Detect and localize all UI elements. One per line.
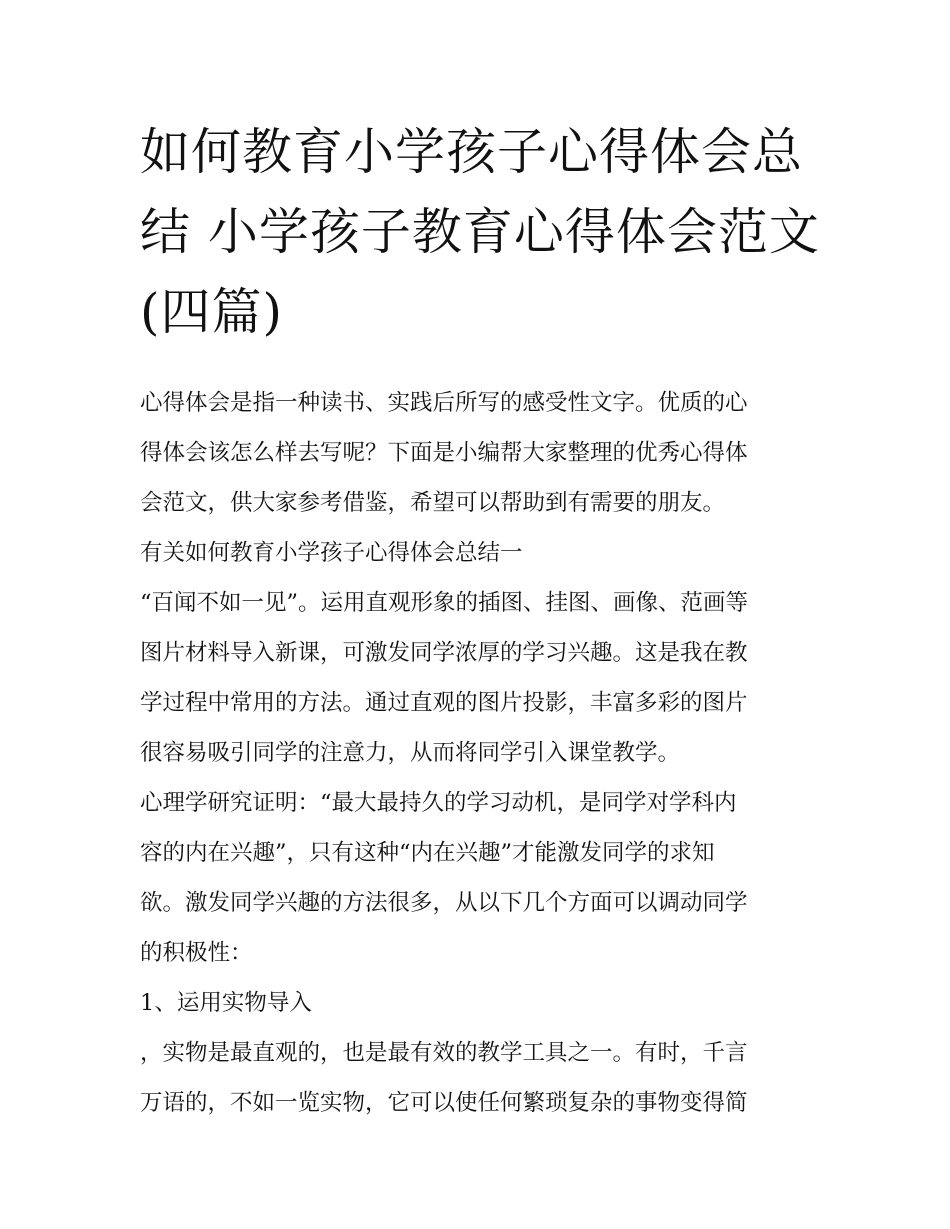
paragraph-line: 欲。激发同学兴趣的方法很多，从以下几个方面可以调动同学 — [140, 890, 748, 916]
paragraph-line: 容的内在兴趣”，只有这种“内在兴趣”才能激发同学的求知 — [140, 840, 715, 866]
document-title — [140, 112, 830, 352]
paragraph-line: ，实物是最直观的，也是最有效的教学工具之一。有时，千言 — [140, 1040, 748, 1066]
paragraph-line: 学过程中常用的方法。通过直观的图片投影，丰富多彩的图片 — [140, 690, 748, 716]
title-line: (四篇) — [140, 283, 284, 341]
paragraph-line: 万语的，不如一览实物，它可以使任何繁琐复杂的事物变得简 — [140, 1090, 748, 1116]
paragraph-line: “百闻不如一见”。运用直观形象的插图、挂图、画像、范画等 — [140, 590, 749, 616]
paragraph-line: 图片材料导入新课，可激发同学浓厚的学习兴趣。这是我在教 — [140, 640, 748, 666]
title-line: 结 小学孩子教育心得体会范文 — [140, 203, 820, 261]
document-body — [140, 378, 830, 1128]
intro-line: 心得体会是指一种读书、实践后所写的感受性文字。优质的心 — [140, 390, 748, 416]
section-heading: 有关如何教育小学孩子心得体会总结一 — [140, 540, 523, 566]
paragraph-line: 心理学研究证明：“最大最持久的学习动机，是同学对学科内 — [140, 790, 737, 816]
intro-line: 得体会该怎么样去写呢？下面是小编帮大家整理的优秀心得体 — [140, 440, 748, 466]
paragraph-line: 很容易吸引同学的注意力，从而将同学引入课堂教学。 — [140, 740, 681, 766]
paragraph-line: 的积极性： — [140, 940, 253, 966]
intro-line: 会范文，供大家参考借鉴，希望可以帮助到有需要的朋友。 — [140, 490, 726, 516]
document-page — [140, 112, 830, 1128]
title-line: 如何教育小学孩子心得体会总 — [140, 123, 803, 181]
list-item-heading: 1、运用实物导入 — [140, 990, 312, 1016]
